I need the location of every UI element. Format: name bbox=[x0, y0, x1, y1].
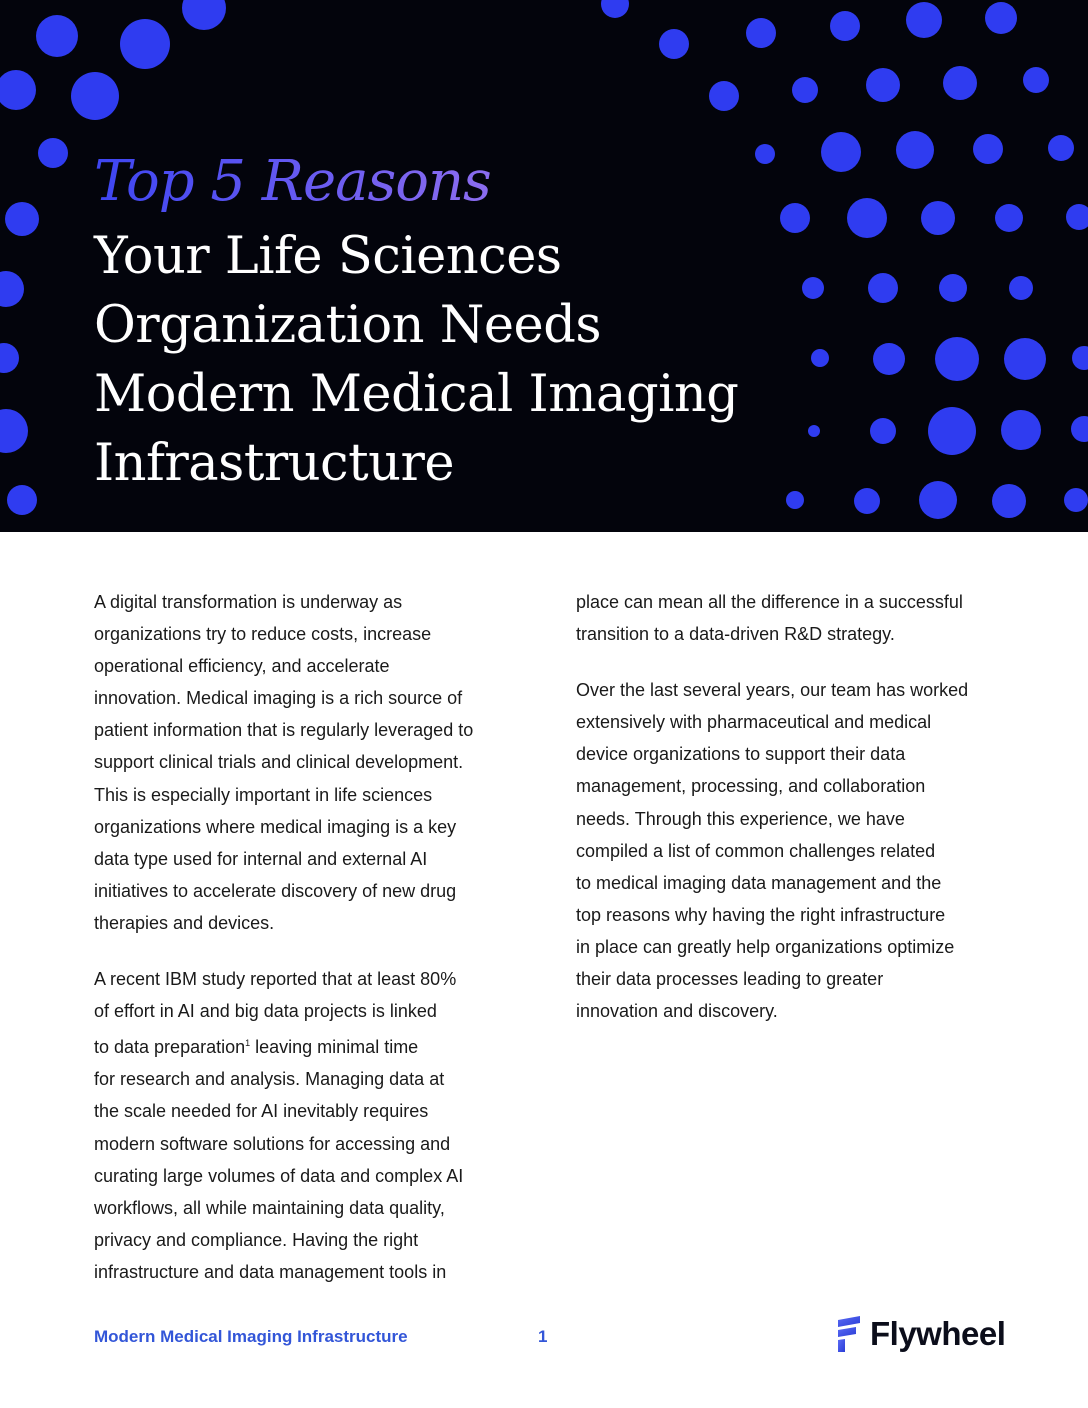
footnote-ref: 1 bbox=[245, 1038, 251, 1049]
text-line: needs. Through this experience, we have bbox=[576, 808, 905, 829]
logo-wordmark: Flywheel bbox=[870, 1315, 1006, 1352]
text-fragment: to data preparation bbox=[94, 1037, 246, 1058]
text-line: organizations where medical imaging is a key bbox=[94, 816, 457, 837]
hero-title-line: Modern Medical Imaging bbox=[94, 365, 739, 424]
hero-banner bbox=[0, 0, 1088, 532]
page-number: 1 bbox=[538, 1327, 548, 1346]
text-line: support clinical trials and clinical development. bbox=[94, 752, 464, 773]
text-line: to medical imaging data management and the bbox=[576, 872, 942, 893]
body-paragraph bbox=[94, 963, 514, 1288]
hero-title-line: Your Life Sciences bbox=[94, 227, 562, 286]
text-line: the scale needed for AI inevitably requires bbox=[94, 1101, 429, 1122]
body-paragraph bbox=[576, 674, 1001, 1027]
body-paragraph bbox=[576, 586, 1001, 650]
text-line: curating large volumes of data and complex AI bbox=[94, 1165, 464, 1186]
text-line: innovation and discovery. bbox=[576, 1001, 778, 1022]
text-line: organizations try to reduce costs, increase bbox=[94, 624, 432, 645]
text-line: modern software solutions for accessing and bbox=[94, 1133, 451, 1154]
text-line: extensively with pharmaceutical and medical bbox=[576, 712, 932, 733]
text-line: initiatives to accelerate discovery of new drug bbox=[94, 880, 457, 901]
text-line: management, processing, and collaboration bbox=[576, 776, 926, 797]
flywheel-logo-icon bbox=[834, 1314, 862, 1354]
text-line: therapies and devices. bbox=[94, 912, 275, 933]
text-line: compiled a list of common challenges related bbox=[576, 840, 936, 861]
text-line: A recent IBM study reported that at least 80% bbox=[94, 969, 457, 990]
text-line: privacy and compliance. Having the right bbox=[94, 1229, 419, 1250]
text-line: innovation. Medical imaging is a rich source of bbox=[94, 688, 463, 709]
text-line: for research and analysis. Managing data at bbox=[94, 1069, 445, 1090]
text-line: of effort in AI and big data projects is linked bbox=[94, 1001, 437, 1022]
text-line: operational efficiency, and accelerate bbox=[94, 656, 390, 677]
text-line: device organizations to support their data bbox=[576, 744, 906, 765]
text-line: patient information that is regularly leveraged to bbox=[94, 720, 474, 741]
text-line: place can mean all the difference in a successful bbox=[576, 592, 963, 612]
text-line bbox=[94, 1027, 514, 1063]
hero-title-line: Infrastructure bbox=[94, 434, 455, 493]
text-line: Over the last several years, our team has worked bbox=[576, 680, 969, 701]
text-line: in place can greatly help organizations optimize bbox=[576, 936, 955, 957]
text-line: A digital transformation is underway as bbox=[94, 592, 403, 612]
text-line: infrastructure and data management tools in bbox=[94, 1261, 447, 1282]
text-line: This is especially important in life sciences bbox=[94, 784, 433, 805]
body-paragraph bbox=[94, 586, 514, 939]
body-column-right bbox=[576, 586, 1001, 1051]
text-line: workflows, all while maintaining data quality, bbox=[94, 1197, 445, 1218]
text-line: top reasons why having the right infrastructure bbox=[576, 904, 946, 925]
text-line: data type used for internal and external AI bbox=[94, 848, 428, 869]
text-line: their data processes leading to greater bbox=[576, 969, 884, 990]
flywheel-logo bbox=[834, 1314, 1005, 1354]
footer-document-title: Modern Medical Imaging Infrastructure bbox=[94, 1327, 408, 1346]
hero-kicker: Top 5 Reasons bbox=[94, 146, 491, 218]
hero-title-line: Organization Needs bbox=[94, 296, 602, 355]
text-line: transition to a data-driven R&D strategy. bbox=[576, 624, 895, 645]
hero-title bbox=[94, 222, 794, 498]
text-fragment: leaving minimal time bbox=[250, 1037, 419, 1058]
body-column-left bbox=[94, 586, 514, 1312]
